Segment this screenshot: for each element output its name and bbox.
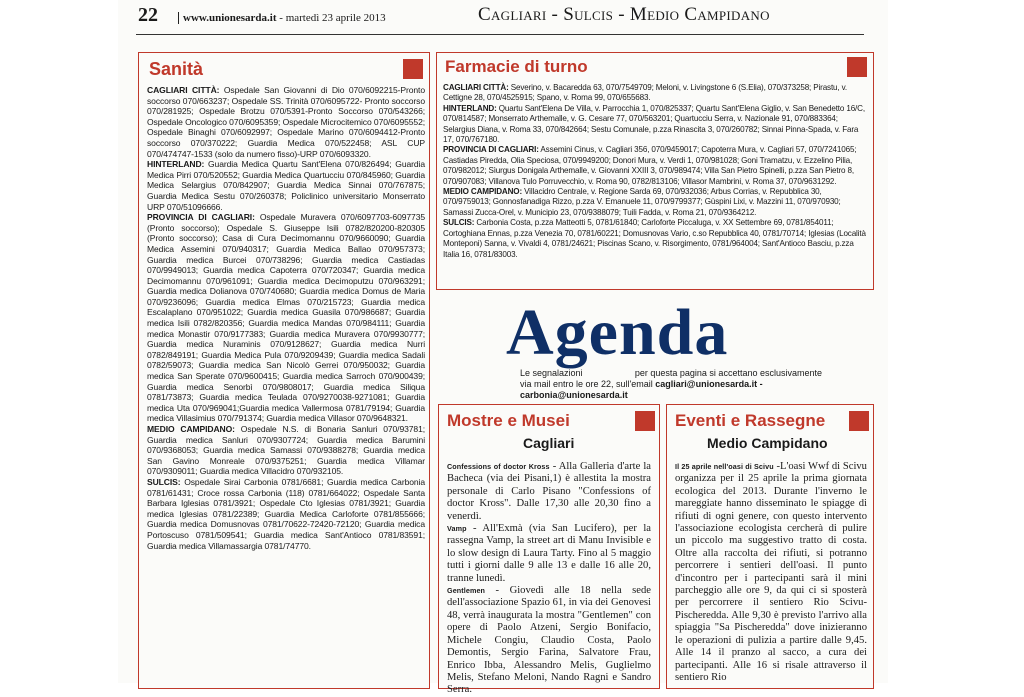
red-square-icon — [403, 59, 423, 79]
area-label: MEDIO CAMPIDANO: — [147, 424, 235, 434]
mostre-box — [438, 404, 660, 696]
farmacie-box — [436, 52, 874, 290]
sanita-body — [147, 85, 425, 551]
area-label: SULCIS: — [147, 476, 181, 487]
sanita-title: Sanità — [149, 59, 204, 79]
event-label: Gentlemen — [447, 586, 486, 596]
area-text: Ospedale Muravera 070/6097703-6097735 (Pronto soccorso); Ospedale S. Giuseppe Isili 0782/820200-820305 (Pronto soccorso); Casa di Cura Decimomannu 070/9660090; Guardia Medica Assemini 070/940317; Guardia Medica Ballao 070/957373; Guardia medica Burcei 070/738296; Guardia medica Castiadas 070/9949013; Guardia medica Capoterra 070/720347; Guardia medica Decimomannu 070/961091; Guardia medica Decimoputzu 070/963291; Guardia medica Dolianova 070/740680; Guardia medica Domus de Maria 070/9236096; Guardia medica Elmas 070/215723; Guardia medica Escalaplano 070/951022; Guardia medica Guasila 070/986687; Guardia medica Isili 0782/820356; Guardia medica Mandas 070/984111; Guardia medica Monastir 070/9177383; Guardia medica Muravera 070/9930777; Guardia medica Nuraminis 070/9128627; Guardia medica Nurri 0782/849191; Guardia Medica Pula 070/9209439; Guardia medica Sadali 0782/59073; Guardia medica San Nicolò Gerrei 070/950032; Guardia medica San Sperate 070/9600415; Guardia medica Sarroch 070/900439; Guardia medica Senorbì 070/9808017; Guardia medica Siliqua 0781/73873; Guardia medica Teulada 070/9270038-9271081; Guardia medica Uta 070/969041;Guardia medica Vallermosa 0781/79194; Guardia medica Villasimius 070/791374; Guardia medica Villasor 070/9648321. — [147, 212, 426, 424]
farmacie-body — [443, 83, 867, 260]
header-date: - martedì 23 aprile 2013 — [279, 12, 386, 24]
page-number: 22 — [138, 4, 158, 26]
area-text: Guardia Medica Quartu Sant'Elena 070/826494; Guardia Medica Pirri 070/520552; Guardia Medica Quartucciu 070/845960; Guardia Medica Selargius 070/842907; Guardia Medica Sinnai 070/767875; Guardia Medica Sestu 070/260378; Policlinico universitario Monserrato URP 070/51096666. — [147, 159, 425, 212]
area-text: Quartu Sant'Elena De Villa, v. Parrocchia 1, 070/825337; Quartu Sant'Elena Giglio, v. San Benedetto 16/C, 070/814587; Monserrato Arthemalle, v. G. Cesare 77, 070/563201; Quartucciu Serra, v. Nazionale 91, 070/883364; Selargius Diana, v. Roma 33, 070/842664; Sestu Comunale, p.zza Rinascita 3, 070/260782; Sinnai Pinna-Spada, v. Fara 17, 070/767180. — [443, 103, 865, 145]
area-label: HINTERLAND: — [147, 159, 205, 170]
mostre-title: Mostre e Musei — [447, 411, 570, 430]
red-square-icon — [847, 57, 867, 77]
eventi-box — [666, 404, 874, 689]
area-label: PROVINCIA DI CAGLIARI: — [443, 145, 539, 155]
agenda-emails: cagliari@unionesarda.it - carbonia@unionesarda.it — [520, 379, 763, 400]
agenda-note-right: per questa pagina si accettano esclusivamente — [634, 368, 822, 378]
red-square-icon — [849, 411, 869, 431]
farmacie-title: Farmacie di turno — [445, 57, 588, 76]
event-label: Vamp — [447, 524, 467, 534]
header-divider — [136, 34, 864, 35]
agenda-title: Agenda — [506, 296, 729, 369]
event-label: Confessions of doctor Kross — [447, 462, 550, 471]
eventi-title: Eventi e Rassegne — [675, 411, 826, 430]
red-square-icon — [635, 411, 655, 431]
area-label: CAGLIARI CITTÀ: — [147, 85, 220, 95]
sanita-box — [138, 52, 430, 689]
agenda-note — [520, 368, 850, 401]
area-text: Villacidro Centrale, v. Regione Sarda 69, 070/932036; Arbus Corrias, v. Repubblica 30, 070/9759013; Gonnosfanadiga Rizzo, p.zza V. Emanuele 11, 070/9799377; Gùspini Lixi, v. Mazzini 11, 070/970930; Samassi Zucca-Orel, v. Municipio 23, 070/9388079; Tuili Fadda, v. Roma 21, 070/9364212. — [443, 187, 841, 217]
area-label: CAGLIARI CITTÀ: — [443, 83, 509, 92]
event-text: -L'oasi Wwf di Scivu organizza per il 25 aprile la prima giornata ecologica del 2013. Durante l'inverno le mareggiate hanno disseminato le spiagge di rifiuti di ogni genere, con questo intervento l'associazione ecologista cercherà di pulire un piccolo ma suggestivo tratto di costa. Oltre alla raccolta dei rifiuti, si potranno percorrere i sentieri dell'oasi. Il punto d'incontro per i partecipanti sarà il mini parcheggio alle ore 9, da qui ci si sposterà per percorrere il sentiero Rio Scivu-Pischeredda. Alle 9,30 è previsto l'arrivo alla spiaggia "Sa Pischeredda" dove inizieranno le operazioni di pulizia a partire dalle 9,45. Alle 14 il pranzo al sacco, a cura dei partecipanti. Alle 16 si risale attraverso il sentiero Rio — [675, 461, 867, 683]
header-url: www.unionesarda.it — [183, 12, 277, 24]
eventi-body — [675, 461, 867, 684]
area-text: Carbonia Costa, p.zza Matteotti 5, 0781/61840; Carloforte Piccaluga, v. XX Settembre 69, 0781/854011; Cortoghiana Ennas, p.zza Venezia 70, 0781/60221; Domusnovas Vario, c.so Repubblica 40, 0781/70714; Iglesias (Località Monteponi) Sanna, v. Vivaldi 4, 0781/24621; Piscinas Scano, v. Risorgimento, 0781/964004; Sant'Antioco Basciu, p.zza Italia 16, 0781/83003. — [443, 218, 866, 259]
header-url-date — [178, 12, 386, 24]
area-label: HINTERLAND: — [443, 103, 497, 113]
area-text: Severino, v. Bacaredda 63, 070/7549709; Meloni, v. Livingstone 6 (S.Elia), 070/373258; Pirastu, v. Cettigne 28, 070/4525915; Spano, v. Roma 99, 070/655683. — [443, 83, 847, 103]
mostre-body — [447, 461, 651, 697]
agenda-note-left: Le segnalazioni — [520, 368, 583, 378]
area-label: PROVINCIA DI CAGLIARI: — [147, 212, 255, 223]
event-label: Il 25 aprile nell'oasi di Scivu — [675, 462, 774, 471]
section-title: Cagliari - Sulcis - Medio Campidano — [478, 4, 770, 25]
area-label: MEDIO CAMPIDANO: — [443, 187, 522, 197]
eventi-subtitle: Medio Campidano — [707, 435, 828, 451]
mostre-subtitle: Cagliari — [523, 435, 575, 451]
event-text: - Alla Galleria d'arte la Bacheca (via dei Pisani,1) è allestita la mostra personale di Carlo Pisano "Confessions of doctor Kross". Dalle 17,30 alle 20,30 fino a venerdì. — [447, 461, 652, 522]
event-text: - All'Exmà (via San Lucifero), per la rassegna Vamp, la street art di Manu Invisible e lo slow design di Laura Tarty. Fino al 5 maggio tutti i giorni dalle 9 alle 13 e dalle 16 alle 20, tranne lunedì. — [447, 523, 651, 584]
area-text: Ospedale San Giovanni di Dio 070/6092215-Pronto soccorso 070/663237; Ospedale SS. Trinità 070/6095722- Pronto soccorso 070/281925; Ospedale Brotzu 070/5391-Pronto Soccorso 070/543266; Ospedale Oncologico 070/6095359; Ospedale Microcitemico 070/6095552; Ospedale Binaghi 070/6092997; Ospedale Marino 070/6094412-Pronto soccorso 070/370222; Guardia Medica 070/522458; ASL CUP 070/474747-1533 (solo da numero fisso)-URP 070/6093320. — [147, 85, 425, 159]
agenda-note-prefix: via mail entro le ore 22, sull'email — [520, 379, 656, 389]
area-text: Assemini Cinus, v. Cagliari 356, 070/9459017; Capoterra Mura, v. Cagliari 57, 070/7241065; Castiadas Piredda, Olia Speciosa, 070/9949200; Donori Mura, v. Verdi 1, 070/981028; Goni Tramatzu, v. Ezzelino Pilia, 070/982012; Sìurgus Donigala Arthemalle, v. Giovanni XXIII 3, 070/989474; Villa San Pietro Spinelli, p.zza San Pietro 8, 070/907083; Villanova Tulo Porruvecchio, v. Roma 90, 0782/813106; Villasor Mambrini, v. Roma 37, 070/9631292. — [443, 145, 857, 186]
area-label: SULCIS: — [443, 218, 475, 228]
event-text: - Giovedì alle 18 nella sede dell'associazione Spazio 61, in via dei Genovesi 48, verrà inaugurata la mostra "Gentlemen" con opere di Paolo Atzeni, Sergio Bonifacio, Michele Congiu, Claudio Costa, Paolo Demontis, Sergio Farina, Salvatore Frau, Enrico Ibba, Alessandro Melis, Guglielmo Melis, Stefano Meloni, Nando Ragni e Sandro Serra. — [447, 585, 651, 696]
area-text: Ospedale N.S. di Bonaria Sanluri 070/93781; Guardia medica Sanluri 070/9307724; Guardia medica Barumini 070/9368053; Guardia medica Samassi 070/9388278; Guardia medica San Gavino Monreale 070/9375251; Guardia medica Villamar 070/9309011; Guardia medica Villacidro 070/932105. — [147, 424, 425, 477]
area-text: Ospedale Sirai Carbonia 0781/6681; Guardia medica Carbonia 0781/61431; Croce rossa Carbonia (118) 0781/664022; Ospedale Santa Barbara Iglesias 0781/3921; Ospedale Cto Iglesias 0781/3921; Guardia medica Iglesias 0781/22389; Guardia Medica Carloforte 0781/855666; Guardia medica Domusnovas 0781/70622-72420-72120; Guardia medica Portoscuso 0781/509541; Guardia medica Sant'Antioco 0781/83591; Guardia medica Villamassargia 0781/74770. — [147, 476, 425, 551]
